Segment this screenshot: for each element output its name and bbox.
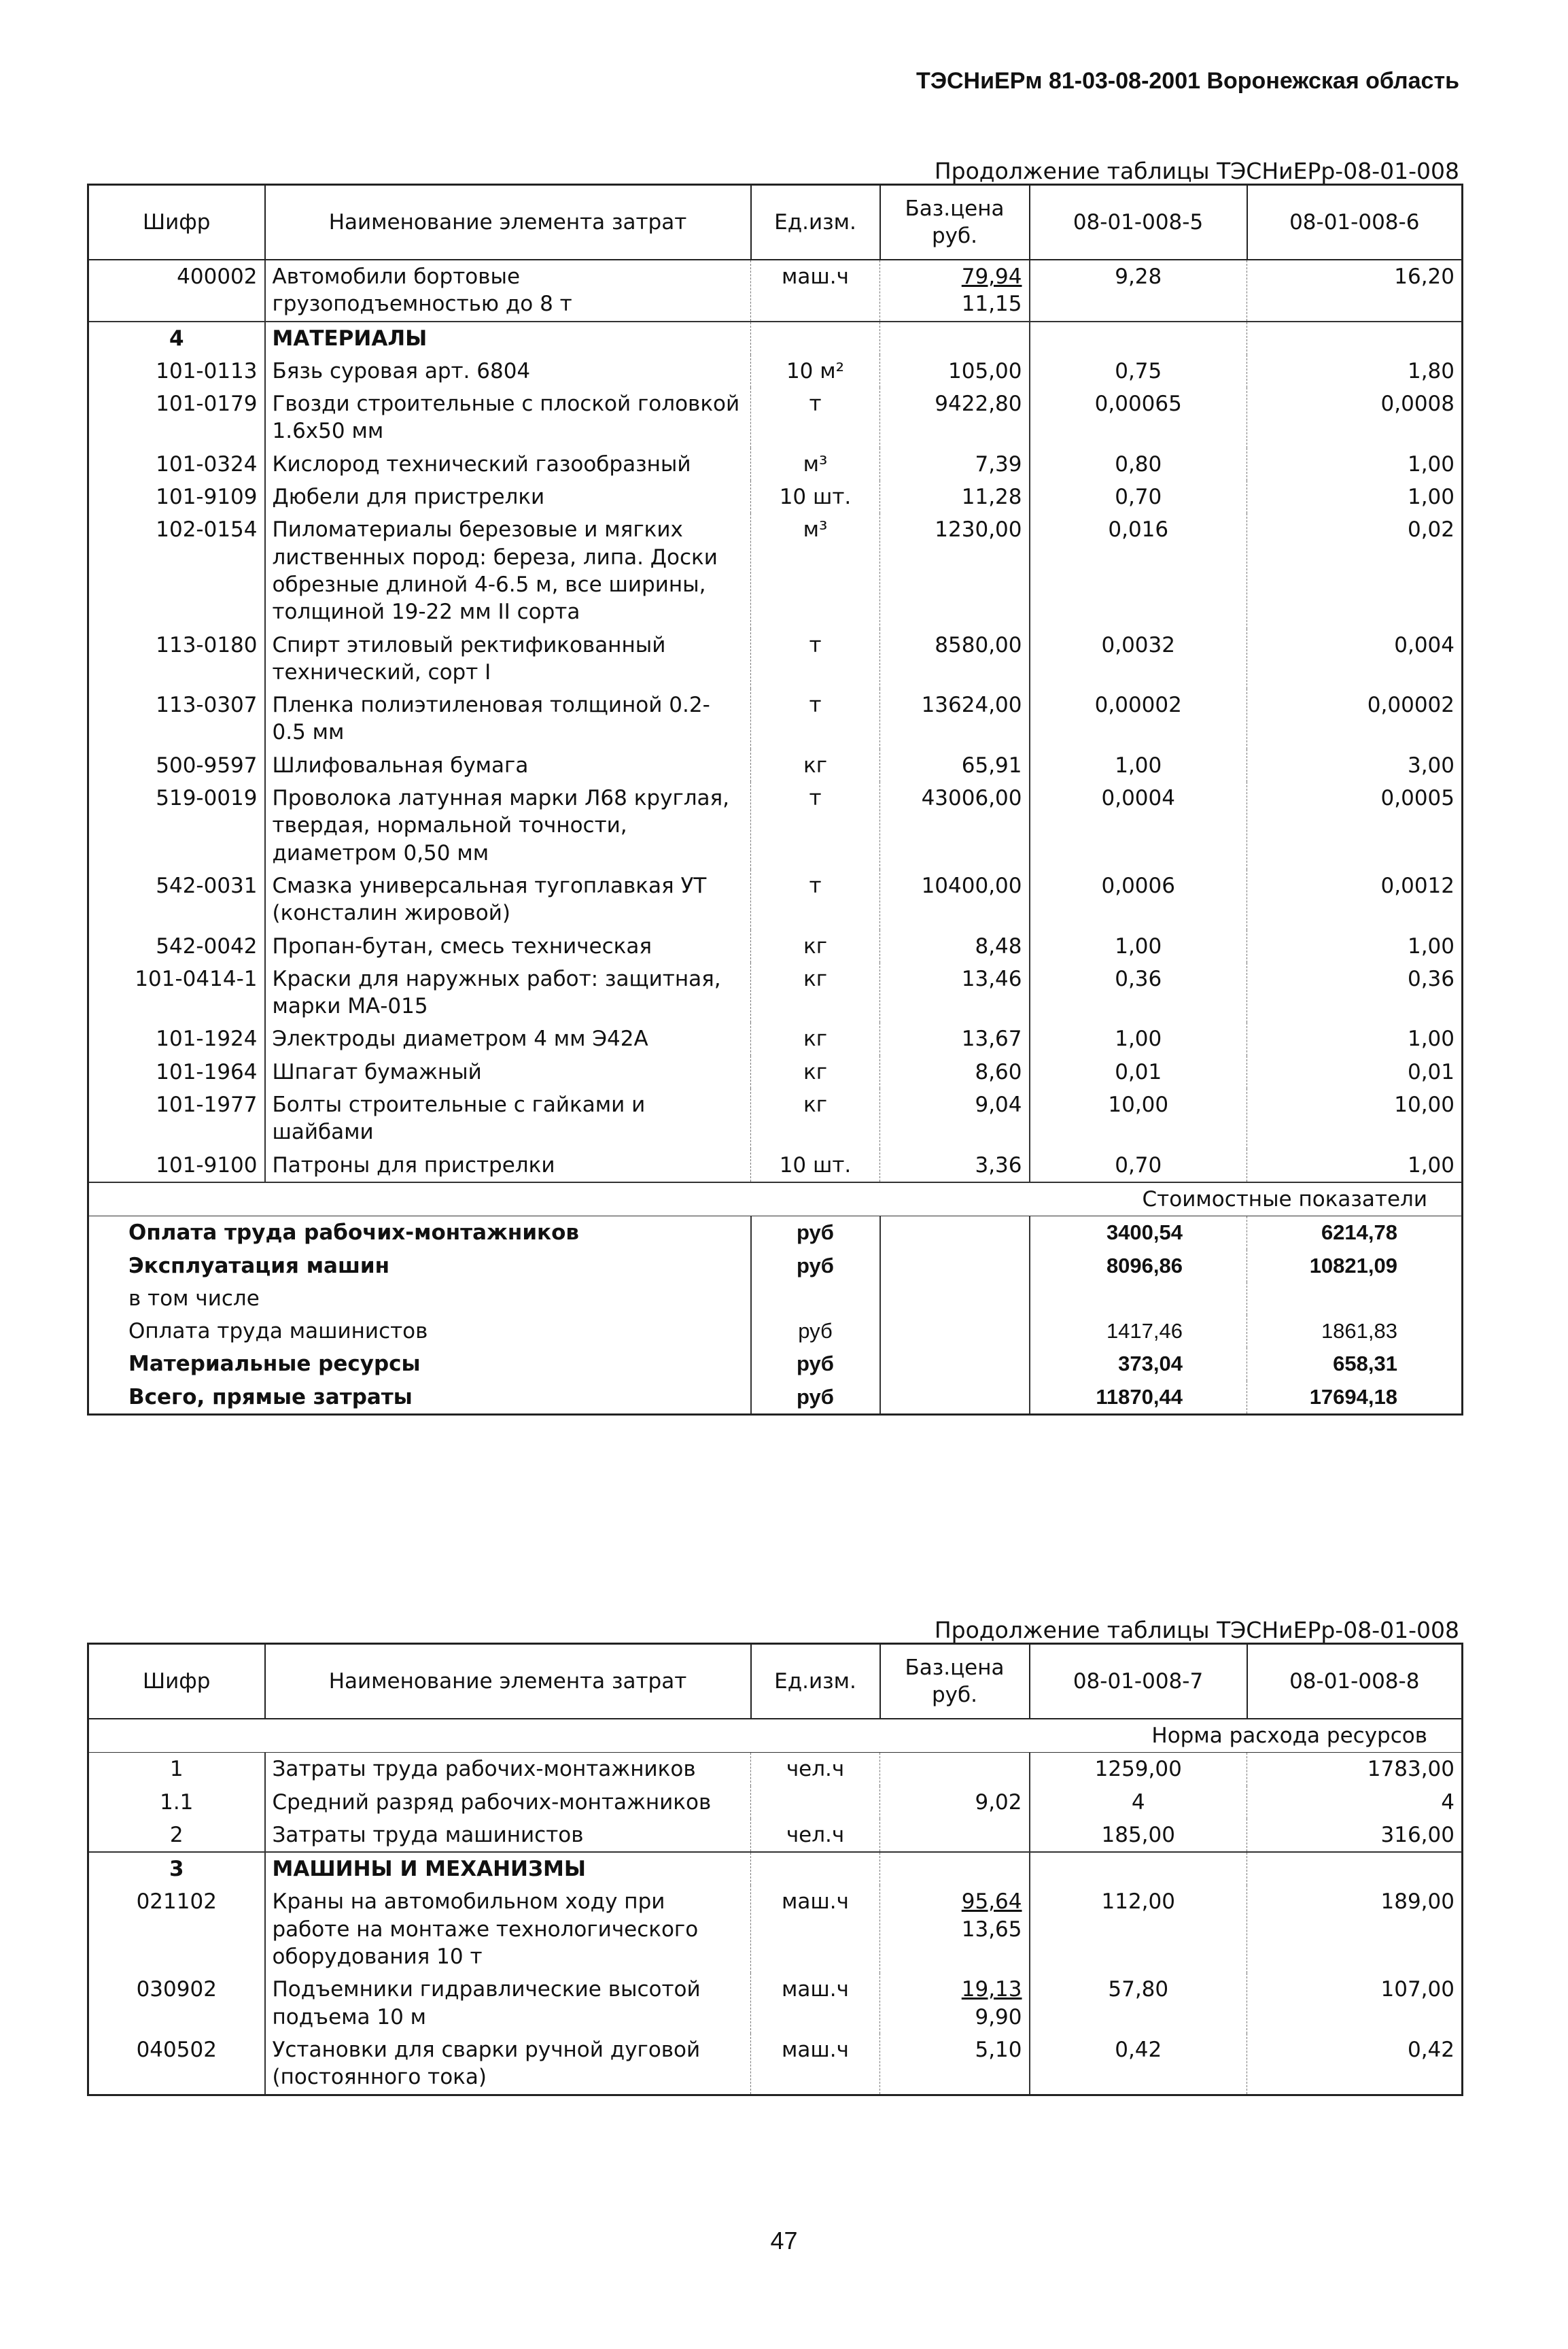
row-name: Шпагат бумажный	[265, 1056, 751, 1088]
row-code: 2	[169, 1822, 184, 1847]
row-name: Проволока латунная марки Л68 круглая, твердая, нормальной точности, диаметром 0,50 мм	[265, 782, 751, 870]
summary-row	[88, 1250, 1463, 1282]
row-price: 8,48	[880, 930, 1030, 963]
row-norm-a: 0,0032	[1030, 629, 1247, 689]
row-unit: маш.ч	[751, 1885, 880, 1973]
row-name: Смазка универсальная тугоплавкая УТ (консталин жировой)	[265, 870, 751, 930]
row-norm-a: 0,70	[1030, 481, 1247, 513]
row-name: Шлифовальная бумага	[265, 749, 751, 782]
row-name: Пленка полиэтиленовая толщиной 0.2-0.5 мм	[265, 689, 751, 749]
row-unit: кг	[751, 1023, 880, 1055]
row-price	[880, 322, 1030, 355]
table-row	[88, 629, 1463, 689]
row-name: Установки для сварки ручной дуговой (постоянного тока)	[265, 2034, 751, 2095]
row-unit	[751, 322, 880, 355]
table-row	[88, 1149, 1463, 1182]
summary-unit: руб	[751, 1381, 880, 1415]
table-row	[88, 355, 1463, 388]
table2-continuation-caption: Продолжение таблицы ТЭСНиЕРр-08-01-008	[934, 1617, 1459, 1643]
row-code: 101-1924	[156, 1027, 258, 1052]
col-header-norm-a: 08-01-008-5	[1030, 185, 1247, 260]
row-price: 3,36	[880, 1149, 1030, 1182]
col-header-norm-a: 08-01-008-7	[1030, 1644, 1247, 1719]
row-code: 101-9100	[156, 1152, 258, 1178]
row-norm-b: 0,0005	[1380, 786, 1454, 811]
row-norm-b: 1,00	[1407, 1152, 1454, 1178]
row-norm-a: 9,28	[1030, 260, 1247, 322]
table-row	[88, 260, 1463, 322]
row-norm-a	[1030, 322, 1247, 355]
row-price-secondary: 11,15	[961, 292, 1022, 317]
row-norm-b: 4	[1441, 1789, 1454, 1815]
row-code: 040502	[136, 2037, 217, 2062]
row-price: 1230,00	[880, 513, 1030, 628]
row-name: Пиломатериалы березовые и мягких лиственных пород: береза, липа. Доски обрезные длиной 4-6.5 м, все ширины, толщиной 19-22 мм II сорта	[265, 513, 751, 628]
row-norm-a: 1,00	[1030, 749, 1247, 782]
row-unit: кг	[751, 930, 880, 963]
row-norm-b: 189,00	[1380, 1889, 1454, 1915]
row-code: 101-1964	[156, 1059, 258, 1084]
row-unit: маш.ч	[751, 2034, 880, 2095]
summary-name: Эксплуатация машин	[128, 1253, 390, 1278]
table-row	[88, 1973, 1463, 2034]
row-norm-a: 0,80	[1030, 448, 1247, 481]
col-header-unit: Ед.изм.	[751, 185, 880, 260]
row-code: 102-0154	[156, 517, 258, 543]
summary-value-a: 3400,54	[1030, 1216, 1247, 1250]
summary-row	[88, 1216, 1463, 1250]
row-unit: 10 шт.	[751, 1149, 880, 1182]
row-code: 021102	[136, 1889, 217, 1915]
summary-value-a: 373,04	[1030, 1348, 1247, 1380]
row-price: 8,60	[880, 1056, 1030, 1088]
summary-value-b: 17694,18	[1309, 1384, 1397, 1409]
row-norm-b: 0,42	[1407, 2037, 1454, 2062]
table-row	[88, 481, 1463, 513]
table-row	[88, 1786, 1463, 1819]
row-norm-b: 0,36	[1407, 966, 1454, 991]
summary-label-row	[88, 1182, 1463, 1216]
section-row	[88, 1852, 1463, 1885]
row-price-secondary: 9,90	[975, 2004, 1022, 2029]
row-unit: чел.ч	[751, 1819, 880, 1852]
row-code: 101-1977	[156, 1093, 258, 1118]
summary-name: Оплата труда машинистов	[128, 1319, 428, 1344]
row-code: 030902	[136, 1977, 217, 2002]
summary-name: в том числе	[128, 1286, 260, 1311]
row-norm-a: 1259,00	[1030, 1753, 1247, 1786]
row-norm-a: 10,00	[1030, 1088, 1247, 1149]
row-name: Дюбели для пристрелки	[265, 481, 751, 513]
summary-label: Стоимостные показатели	[88, 1182, 1463, 1216]
section-title: МАШИНЫ И МЕХАНИЗМЫ	[265, 1852, 751, 1885]
row-code: 101-9109	[156, 485, 258, 510]
row-name: Бязь суровая арт. 6804	[265, 355, 751, 388]
row-code: 3	[88, 1852, 265, 1885]
page-number: 47	[770, 2227, 798, 2254]
row-unit: кг	[751, 963, 880, 1023]
row-price	[880, 260, 1030, 322]
table-row	[88, 930, 1463, 963]
summary-price	[880, 1381, 1030, 1415]
col-header-norm-b: 08-01-008-6	[1247, 185, 1463, 260]
summary-unit: руб	[751, 1348, 880, 1380]
row-norm-b: 1,00	[1407, 933, 1454, 959]
row-unit: маш.ч	[751, 1973, 880, 2034]
summary-value-b: 10821,09	[1309, 1253, 1397, 1278]
summary-value-b: 658,31	[1333, 1352, 1397, 1376]
row-name: Кислород технический газообразный	[265, 448, 751, 481]
row-price	[880, 1819, 1030, 1852]
row-unit: кг	[751, 1088, 880, 1149]
row-code: 4	[88, 322, 265, 355]
summary-value-b	[1247, 1282, 1463, 1315]
row-unit	[751, 1786, 880, 1819]
row-norm-a: 0,75	[1030, 355, 1247, 388]
row-name: Болты строительные с гайками и шайбами	[265, 1088, 751, 1149]
summary-row	[88, 1381, 1463, 1415]
row-price-secondary: 13,65	[961, 1917, 1022, 1942]
row-price: 11,28	[880, 481, 1030, 513]
row-norm-b: 1783,00	[1367, 1757, 1454, 1782]
row-price: 10400,00	[880, 870, 1030, 930]
row-price: 105,00	[880, 355, 1030, 388]
table-row	[88, 1885, 1463, 1973]
row-norm-a: 0,01	[1030, 1056, 1247, 1088]
col-header-unit: Ед.изм.	[751, 1644, 880, 1719]
table-row	[88, 1056, 1463, 1088]
row-norm-a	[1030, 1852, 1247, 1885]
row-norm-b: 3,00	[1407, 753, 1454, 778]
row-unit: м³	[751, 513, 880, 628]
summary-price	[880, 1315, 1030, 1348]
resource-table-2	[87, 1643, 1463, 2096]
row-code: 519-0019	[156, 786, 258, 811]
row-norm-a: 57,80	[1030, 1973, 1247, 2034]
row-code: 101-0324	[156, 451, 258, 477]
col-header-code: Шифр	[88, 185, 265, 260]
summary-unit	[751, 1282, 880, 1315]
table-row	[88, 1753, 1463, 1786]
row-norm-b: 0,0008	[1380, 392, 1454, 417]
summary-row	[88, 1348, 1463, 1380]
summary-name: Всего, прямые затраты	[128, 1384, 413, 1409]
row-norm-a: 1,00	[1030, 930, 1247, 963]
table-row	[88, 513, 1463, 628]
row-unit: маш.ч	[751, 260, 880, 322]
summary-price	[880, 1216, 1030, 1250]
row-norm-b	[1247, 322, 1463, 355]
table-header-row	[88, 185, 1463, 260]
row-norm-b	[1247, 1852, 1463, 1885]
table-row	[88, 749, 1463, 782]
row-code: 113-0180	[156, 632, 258, 657]
row-norm-a: 0,0006	[1030, 870, 1247, 930]
row-unit: т	[751, 782, 880, 870]
col-header-price: Баз.цена руб.	[880, 1644, 1030, 1719]
row-unit: т	[751, 689, 880, 749]
row-code: 1.1	[160, 1789, 194, 1815]
col-header-name: Наименование элемента затрат	[265, 185, 751, 260]
row-name: Спирт этиловый ректификованный технический, сорт I	[265, 629, 751, 689]
row-price-main: 19,13	[961, 1977, 1022, 2002]
row-price: 9,04	[880, 1088, 1030, 1149]
row-norm-b: 107,00	[1380, 1977, 1454, 2002]
row-price: 65,91	[880, 749, 1030, 782]
row-norm-a: 0,00065	[1030, 388, 1247, 448]
row-price	[880, 1973, 1030, 2034]
summary-unit: руб	[751, 1315, 880, 1348]
row-name: Затраты труда рабочих-монтажников	[265, 1753, 751, 1786]
row-price: 13,67	[880, 1023, 1030, 1055]
summary-price	[880, 1250, 1030, 1282]
summary-row	[88, 1282, 1463, 1315]
row-name: Краны на автомобильном ходу при работе на монтаже технологического оборудования 10 т	[265, 1885, 751, 1973]
table-row	[88, 963, 1463, 1023]
summary-row	[88, 1315, 1463, 1348]
row-norm-a: 0,00002	[1030, 689, 1247, 749]
col-header-price: Баз.цена руб.	[880, 185, 1030, 260]
row-price: 5,10	[880, 2034, 1030, 2095]
table-row	[88, 689, 1463, 749]
row-price: 8580,00	[880, 629, 1030, 689]
row-norm-b: 0,004	[1394, 632, 1454, 657]
col-header-name: Наименование элемента затрат	[265, 1644, 751, 1719]
col-header-norm-b: 08-01-008-8	[1247, 1644, 1463, 1719]
summary-value-a: 8096,86	[1030, 1250, 1247, 1282]
row-price: 7,39	[880, 448, 1030, 481]
summary-value-b: 6214,78	[1321, 1220, 1397, 1245]
summary-name: Оплата труда рабочих-монтажников	[128, 1220, 579, 1246]
row-price	[880, 1852, 1030, 1885]
row-norm-a: 0,42	[1030, 2034, 1247, 2095]
row-code: 400002	[177, 264, 258, 289]
row-unit: т	[751, 388, 880, 448]
row-norm-b: 1,80	[1407, 358, 1454, 383]
row-name: Краски для наружных работ: защитная, марки МА-015	[265, 963, 751, 1023]
row-unit: 10 шт.	[751, 481, 880, 513]
row-norm-a: 0,016	[1030, 513, 1247, 628]
row-norm-a: 4	[1030, 1786, 1247, 1819]
row-price: 13624,00	[880, 689, 1030, 749]
resource-table-1	[87, 184, 1463, 1416]
row-unit: чел.ч	[751, 1753, 880, 1786]
row-norm-b: 1,00	[1407, 451, 1454, 477]
summary-price	[880, 1348, 1030, 1380]
row-unit	[751, 1852, 880, 1885]
col-header-code: Шифр	[88, 1644, 265, 1719]
row-unit: кг	[751, 1056, 880, 1088]
table-row	[88, 1023, 1463, 1055]
row-code: 1	[169, 1757, 184, 1782]
row-price: 9422,80	[880, 388, 1030, 448]
summary-value-a: 11870,44	[1030, 1381, 1247, 1415]
table-header-row	[88, 1644, 1463, 1719]
row-norm-b: 0,02	[1407, 517, 1454, 543]
table-row	[88, 870, 1463, 930]
row-norm-a: 1,00	[1030, 1023, 1247, 1055]
table-row	[88, 388, 1463, 448]
summary-unit: руб	[751, 1216, 880, 1250]
row-code: 101-0414-1	[135, 966, 258, 991]
row-price	[880, 1753, 1030, 1786]
row-price	[880, 1885, 1030, 1973]
summary-name: Материальные ресурсы	[128, 1352, 421, 1377]
row-norm-b: 316,00	[1380, 1822, 1454, 1847]
row-code: 542-0042	[156, 933, 258, 959]
row-price-main: 79,94	[961, 264, 1022, 289]
row-unit: 10 м²	[751, 355, 880, 388]
row-norm-b: 0,0012	[1380, 873, 1454, 898]
row-norm-b: 10,00	[1394, 1093, 1454, 1118]
summary-price	[880, 1282, 1030, 1315]
row-price: 13,46	[880, 963, 1030, 1023]
row-name: Затраты труда машинистов	[265, 1819, 751, 1852]
row-unit: кг	[751, 749, 880, 782]
summary-value-a	[1030, 1282, 1247, 1315]
page-header: ТЭСНиЕРм 81-03-08-2001 Воронежская область	[916, 68, 1459, 94]
section-row	[88, 322, 1463, 355]
row-price: 43006,00	[880, 782, 1030, 870]
row-norm-b: 0,00002	[1367, 693, 1454, 718]
table1-continuation-caption: Продолжение таблицы ТЭСНиЕРр-08-01-008	[934, 158, 1459, 184]
row-price: 9,02	[880, 1786, 1030, 1819]
norm-label-row	[88, 1719, 1463, 1753]
row-code: 113-0307	[156, 693, 258, 718]
row-name: Пропан-бутан, смесь техническая	[265, 930, 751, 963]
table-row	[88, 1819, 1463, 1852]
row-name: Патроны для пристрелки	[265, 1149, 751, 1182]
row-price-main: 95,64	[961, 1889, 1022, 1915]
row-name: Электроды диаметром 4 мм Э42А	[265, 1023, 751, 1055]
summary-unit: руб	[751, 1250, 880, 1282]
row-norm-b: 1,00	[1407, 485, 1454, 510]
table-row	[88, 782, 1463, 870]
row-norm-a: 0,70	[1030, 1149, 1247, 1182]
summary-value-b: 1861,83	[1321, 1319, 1397, 1343]
row-name: Гвозди строительные с плоской головкой 1.6х50 мм	[265, 388, 751, 448]
row-norm-a: 0,0004	[1030, 782, 1247, 870]
row-norm-a: 112,00	[1030, 1885, 1247, 1973]
row-norm-b: 1,00	[1407, 1027, 1454, 1052]
table-row	[88, 448, 1463, 481]
table-row	[88, 1088, 1463, 1149]
row-name: Автомобили бортовые грузоподъемностью до 8 т	[265, 260, 751, 322]
row-unit: т	[751, 870, 880, 930]
row-name: Средний разряд рабочих-монтажников	[265, 1786, 751, 1819]
row-name: Подъемники гидравлические высотой подъема 10 м	[265, 1973, 751, 2034]
norm-label: Норма расхода ресурсов	[88, 1719, 1463, 1753]
section-title: МАТЕРИАЛЫ	[265, 322, 751, 355]
row-unit: м³	[751, 448, 880, 481]
row-norm-a: 185,00	[1030, 1819, 1247, 1852]
row-norm-a: 0,36	[1030, 963, 1247, 1023]
row-unit: т	[751, 629, 880, 689]
row-code: 101-0113	[156, 358, 258, 383]
row-code: 542-0031	[156, 873, 258, 898]
row-code: 500-9597	[156, 753, 258, 778]
row-code: 101-0179	[156, 392, 258, 417]
summary-value-a: 1417,46	[1030, 1315, 1247, 1348]
row-norm-b: 16,20	[1394, 264, 1454, 289]
row-norm-b: 0,01	[1407, 1059, 1454, 1084]
table-row	[88, 2034, 1463, 2095]
